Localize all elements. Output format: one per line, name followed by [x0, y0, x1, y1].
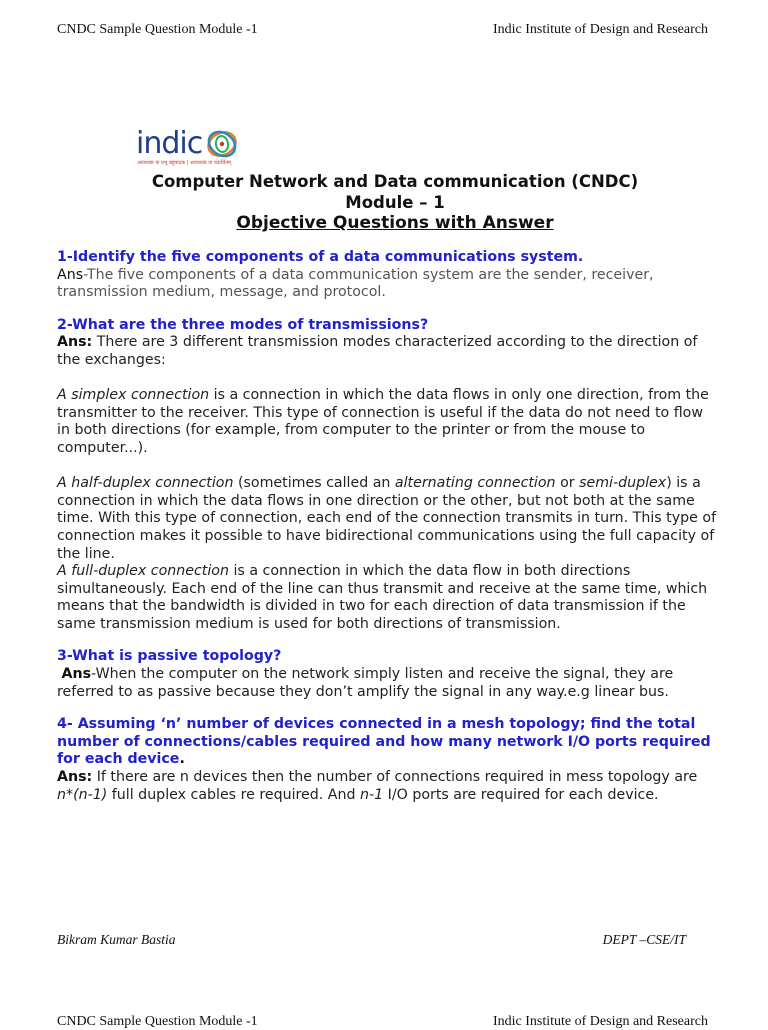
full-duplex-term: A full-duplex connection — [57, 563, 229, 580]
logo-swirl-icon — [202, 122, 242, 164]
simplex-text: is a connection in which the data flows in only one direction, from the transmitter to the receiver. This type of connection is useful if the data do not need to flow in both directions (for example, from computer to the printer or from the mouse to computer...). — [57, 387, 709, 456]
half-duplex-paragraph — [57, 475, 717, 563]
answer-4 — [57, 769, 717, 804]
ans-label: Ans — [61, 666, 92, 683]
document-body — [57, 249, 717, 804]
answer-text: There are 3 different transmission modes characterized according to the direction of the exchanges: — [57, 334, 698, 368]
page-footer — [57, 932, 686, 948]
formula-2: n-1 — [360, 786, 384, 803]
page-header — [57, 22, 708, 38]
simplex-term: A simplex connection — [57, 387, 210, 404]
alternating-term: alternating connection — [394, 475, 556, 492]
question-2: 2-What are the three modes of transmissions? — [57, 316, 429, 333]
next-header-right: Indic Institute of Design and Research — [493, 1014, 708, 1029]
ans-label: Ans: — [57, 769, 93, 786]
full-duplex-text: is a connection in which the data flow in both directions simultaneously. Each end of the line can thus transmit and receive at the same time, which means that the bandwidth is divided in two for each direction of data transmission if the same transmission medium is used for both directions of transmission. — [57, 563, 708, 632]
logo-word: indic — [136, 126, 203, 161]
full-duplex-paragraph — [57, 563, 717, 633]
half-duplex-term: A half-duplex connection — [57, 475, 234, 492]
title-line2: Module – 1 — [345, 192, 445, 212]
title-line3: Objective Questions with Answer — [236, 213, 554, 233]
footer-dept: DEPT –CSE/IT — [602, 932, 686, 947]
logo-tagline: आवश्यकं वा प्रभु बहुवादक | आवश्यकं वा पदार्थितम् — [137, 160, 232, 166]
formula: n*(n-1) — [57, 786, 108, 803]
header-right: Indic Institute of Design and Research — [493, 22, 708, 37]
footer-author: Bikram Kumar Bastia — [57, 932, 176, 947]
next-header-left: CNDC Sample Question Module -1 — [57, 1014, 258, 1029]
semi-duplex-term: semi-duplex — [579, 475, 667, 492]
document-title — [0, 172, 768, 234]
question-4-end: . — [179, 751, 185, 768]
ans-label: Ans: — [57, 334, 93, 351]
answer-text: -When the computer on the network simply listen and receive the signal, they are referred to as passive because they don’t amplify the signal in any way.e.g linear bus. — [57, 666, 674, 700]
question-1: 1-Identify the five components of a data communications system. — [57, 249, 584, 265]
half-duplex-text-2: ) is a connection in which the data flows in one direction or the other, but not both at the same time. With this type of connection, each end of the connection transmits in turn. This type of connection makes it possible to have bidirectional communications using the full capacity of the line. — [57, 475, 717, 562]
half-duplex-text: (sometimes called an — [233, 475, 395, 492]
answer-text-2: full duplex cables re required. And — [107, 786, 361, 803]
question-4 — [57, 716, 717, 769]
next-page-header — [57, 1014, 708, 1030]
question-4-text: 4- Assuming ‘n’ number of devices connected in a mesh topology; find the total number of connections/cables required and how many network I/O ports required for each device — [57, 716, 711, 768]
answer-3 — [57, 666, 717, 701]
ans-label: Ans — [57, 266, 84, 283]
answer-text: -The five components of a data communication system are the sender, receiver, transmission medium, message, and protocol. — [57, 266, 654, 301]
or-text: or — [555, 475, 580, 492]
answer-text-3: I/O ports are required for each device. — [383, 786, 659, 803]
answer-1 — [57, 267, 717, 302]
answer-text: If there are n devices then the number of connections required in mess topology are — [92, 769, 698, 786]
question-3: 3-What is passive topology? — [57, 648, 282, 665]
title-line1: Computer Network and Data communication (CNDC) — [151, 172, 639, 191]
header-left: CNDC Sample Question Module -1 — [57, 22, 258, 37]
answer-2 — [57, 334, 717, 369]
indic-logo — [136, 120, 246, 170]
simplex-paragraph — [57, 387, 717, 457]
